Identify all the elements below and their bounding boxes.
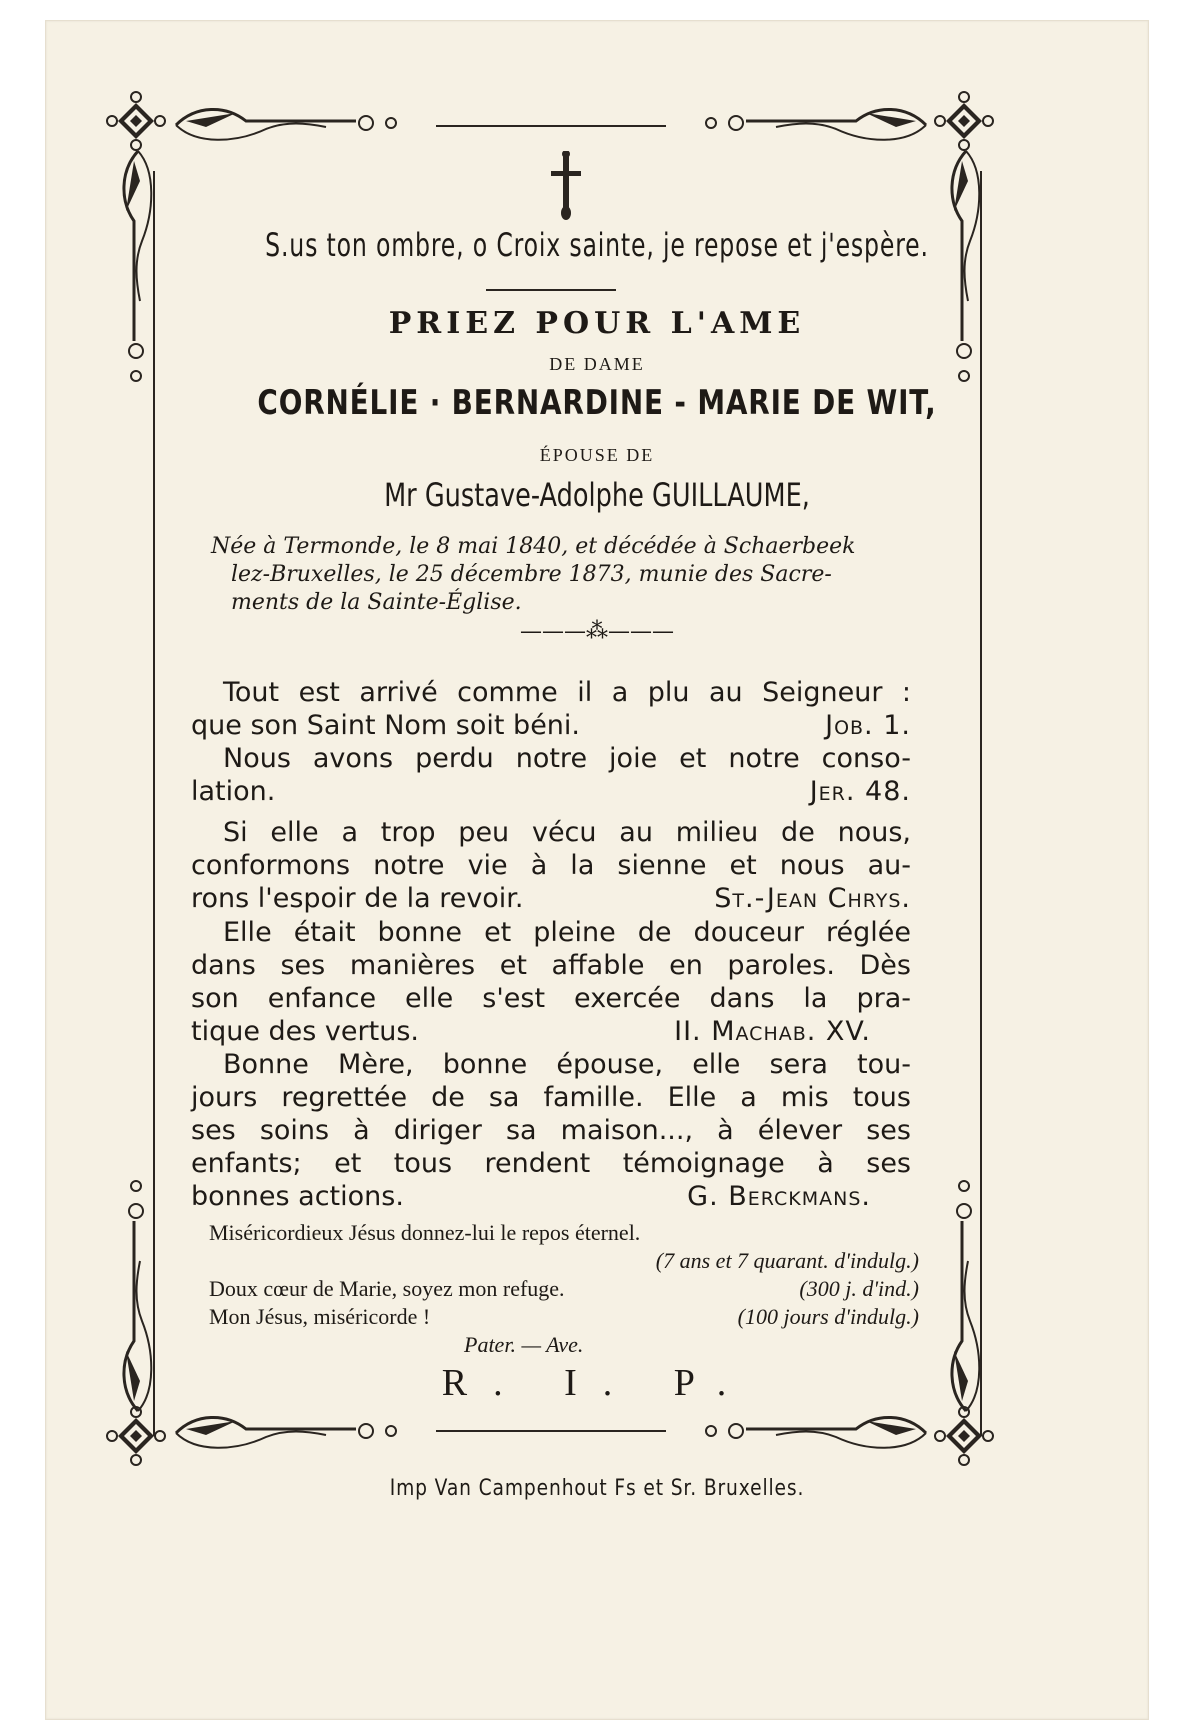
quote-line: Tout est arrivé comme il a plu au Seigneur : — [223, 677, 911, 708]
quote-reference: II. Machab. XV. — [674, 1016, 871, 1047]
prayer-3: Mon Jésus, miséricorde ! — [209, 1304, 431, 1329]
prayer-2: Doux cœur de Marie, soyez mon refuge. — [209, 1276, 565, 1301]
indulgence-2: (300 j. d'ind.) — [799, 1276, 919, 1301]
quote-line-last — [191, 709, 911, 742]
de-dame-label: DE DAME — [549, 354, 645, 374]
quote-line: rons l'espoir de la revoir. — [191, 883, 524, 914]
bio-line: lez-Bruxelles, le 25 décembre 1873, munie des Sacre- — [231, 562, 832, 587]
quote-line: Si elle a trop peu vécu au milieu de nous, — [223, 817, 911, 848]
motto: S.us ton ombre, o Croix sainte, je repose et j'espère. — [265, 226, 929, 264]
bio-line: ments de la Sainte-Église. — [231, 590, 522, 615]
quote-paragraph — [191, 742, 911, 808]
husband-name: Mr Gustave-Adolphe GUILLAUME, — [384, 476, 810, 514]
printer-imprint: Imp Van Campenhout Fs et Sr. Bruxelles. — [389, 1476, 805, 1501]
bio-line: Née à Termonde, le 8 mai 1840, et décédée à Schaerbeek — [211, 534, 856, 559]
quote-line-last — [191, 1015, 911, 1048]
quote-line: Bonne Mère, bonne épouse, elle sera tou- — [223, 1049, 911, 1080]
prayer-2-row — [209, 1275, 919, 1303]
quote-line: Elle était bonne et pleine de douceur réglée — [223, 917, 911, 948]
divider-ornament: ———⁂——— — [520, 619, 674, 644]
quote-line: son enfance elle s'est exercée dans la pra- — [191, 983, 911, 1014]
quote-reference: Job. 1. — [825, 710, 911, 741]
quote-line: tique des vertus. — [191, 1016, 419, 1047]
quote-line: enfants; et tous rendent témoignage à ses — [191, 1148, 911, 1179]
quote-line: dans ses manières et affable en paroles. Dès — [191, 950, 911, 981]
quote-reference: Jer. 48. — [809, 776, 911, 807]
quote-line: bonnes actions. — [191, 1181, 404, 1212]
quote-paragraph — [191, 916, 911, 1048]
quote-line-last — [191, 775, 911, 808]
quote-paragraph — [191, 676, 911, 742]
quote-line-last — [191, 882, 911, 915]
memorial-card — [45, 20, 1149, 1720]
cross-icon — [548, 151, 584, 221]
quote-line: Nous avons perdu notre joie et notre conso- — [223, 743, 911, 774]
pater-ave: Pater. — Ave. — [464, 1332, 584, 1357]
indulgence-3: (100 jours d'indulg.) — [737, 1304, 919, 1329]
quote-line: que son Saint Nom soit béni. — [191, 710, 580, 741]
quote-reference: St.-Jean Chrys. — [714, 883, 911, 914]
prayer-3-row — [209, 1303, 919, 1331]
quote-line: conformons notre vie à la sienne et nous au- — [191, 850, 911, 881]
biography — [211, 533, 941, 617]
prayers — [209, 1219, 919, 1359]
divider-rule — [486, 289, 616, 291]
indulgence-1: (7 ans et 7 quarant. d'indulg.) — [655, 1248, 919, 1273]
quote-line: lation. — [191, 776, 276, 807]
rip-text: R. I. P. — [441, 1362, 753, 1404]
prayer-1: Miséricordieux Jésus donnez-lui le repos éternel. — [209, 1220, 641, 1245]
quote-line: jours regrettée de sa famille. Elle a mis tous — [191, 1082, 911, 1113]
quote-reference: G. Berckmans. — [687, 1181, 871, 1212]
deceased-name: CORNÉLIE · BERNARDINE - MARIE DE WIT, — [257, 383, 937, 423]
quote-line: ses soins à diriger sa maison..., à élever ses — [191, 1115, 911, 1146]
quote-paragraph — [191, 816, 911, 915]
epouse-de-label: ÉPOUSE DE — [539, 445, 655, 465]
heading: PRIEZ POUR L'AME — [388, 306, 806, 341]
quote-paragraph — [191, 1048, 911, 1213]
quote-line-last — [191, 1180, 911, 1213]
